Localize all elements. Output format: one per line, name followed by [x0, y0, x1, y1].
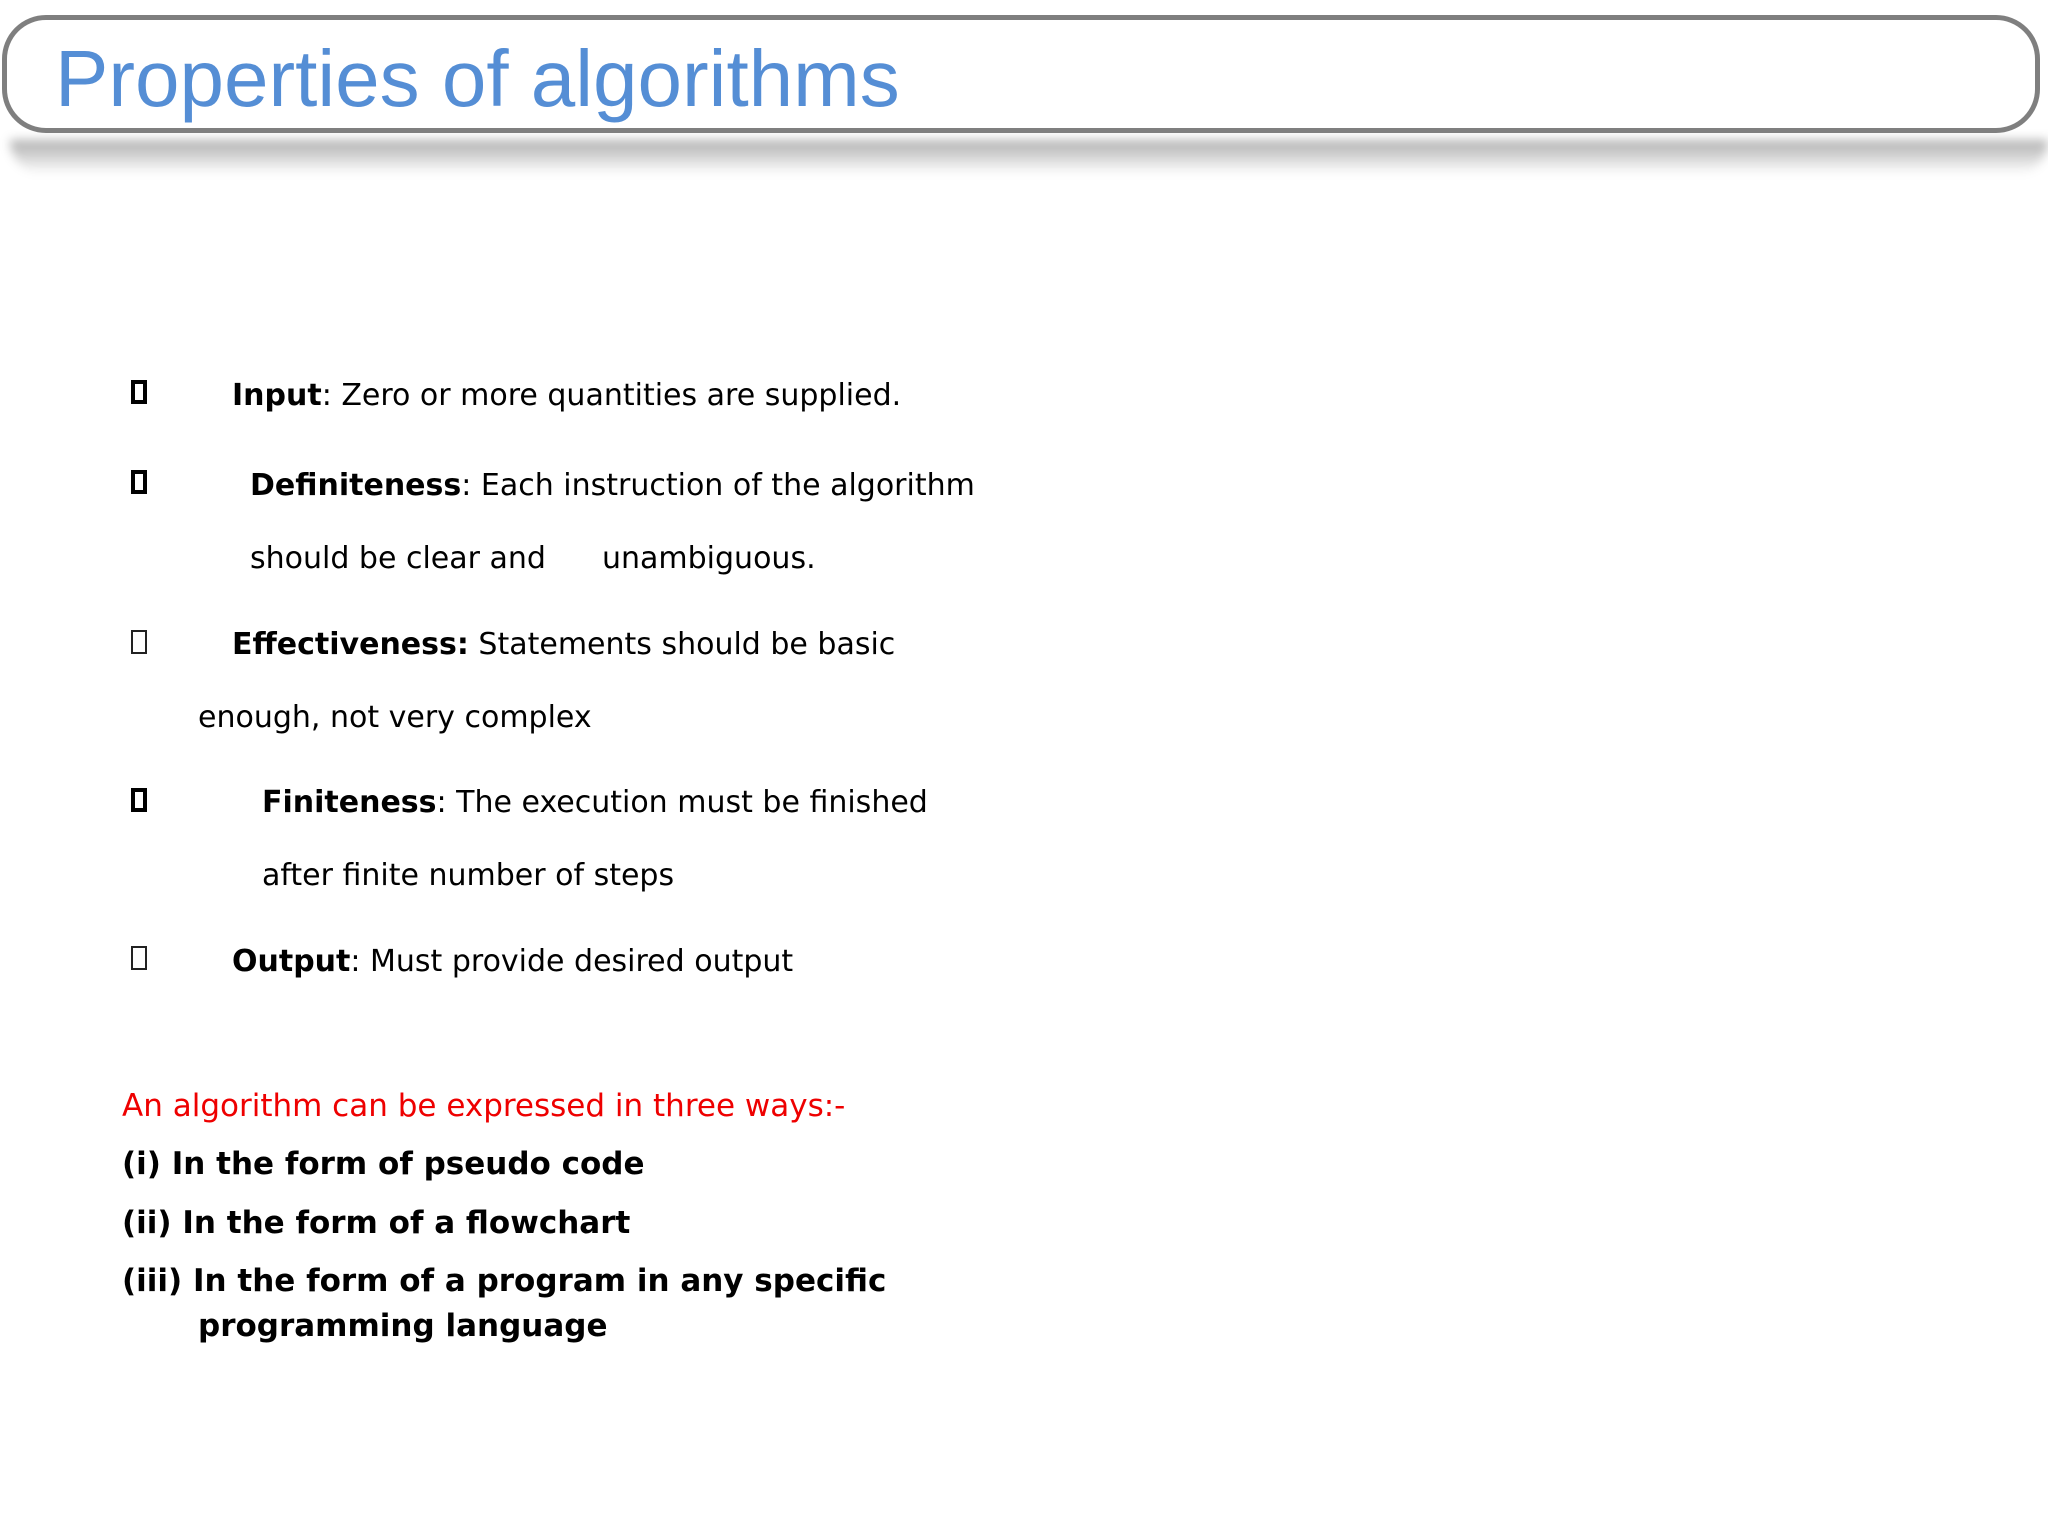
- finiteness-line-2: after finite number of steps: [262, 858, 675, 893]
- term-input: Input: [232, 378, 322, 413]
- term-sep: :: [436, 785, 447, 820]
- property-effectiveness: [232, 625, 895, 665]
- property-input: [232, 376, 901, 416]
- term-finiteness: Finiteness: [262, 785, 437, 820]
- property-finiteness: [262, 783, 928, 823]
- term-effectiveness: Effectiveness:: [232, 627, 469, 662]
- term-output: Output: [232, 944, 351, 979]
- property-output: [232, 942, 793, 982]
- slide-title: Properties of algorithms: [55, 34, 900, 123]
- title-shadow: [10, 140, 2048, 174]
- bullet-icon: [131, 630, 147, 654]
- term-sep: :: [461, 468, 472, 503]
- term-sep: :: [350, 944, 361, 979]
- desc-definiteness: Each instruction of the algorithm: [471, 468, 975, 503]
- way-item: (i) In the form of pseudo code: [122, 1146, 645, 1182]
- bullet-icon: [131, 788, 147, 812]
- term-sep: :: [321, 378, 332, 413]
- way-item: (ii) In the form of a flowchart: [122, 1205, 631, 1241]
- desc-output: Must provide desired output: [360, 944, 794, 979]
- desc-input: Zero or more quantities are supplied.: [331, 378, 902, 413]
- bullet-icon: [131, 946, 147, 970]
- way-item-continuation: programming language: [198, 1308, 608, 1344]
- ways-intro: An algorithm can be expressed in three ways:-: [122, 1088, 846, 1124]
- property-definiteness: [250, 466, 975, 506]
- effectiveness-line-2: enough, not very complex: [198, 700, 592, 735]
- term-definiteness: Definiteness: [250, 468, 462, 503]
- desc-effectiveness: Statements should be basic: [468, 627, 896, 662]
- definiteness-line-2b: unambiguous.: [602, 541, 816, 576]
- bullet-icon: [131, 470, 147, 494]
- definiteness-line-2a: should be clear and: [250, 541, 546, 576]
- bullet-icon: [131, 380, 147, 404]
- way-item: (iii) In the form of a program in any specific: [122, 1263, 887, 1299]
- desc-finiteness: The execution must be finished: [446, 785, 928, 820]
